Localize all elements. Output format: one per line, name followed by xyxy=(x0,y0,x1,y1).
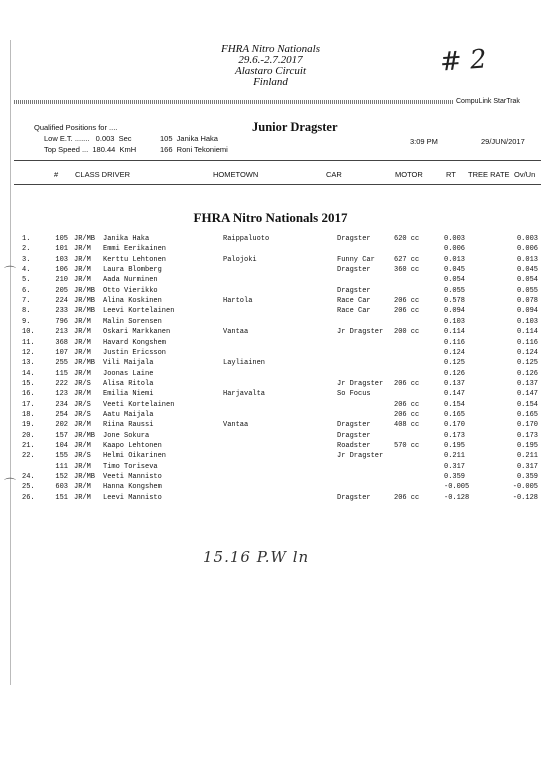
class-cell: JR/M xyxy=(74,255,91,264)
driver-cell: Jone Sokura xyxy=(103,431,150,440)
rt-cell: 0.124 xyxy=(444,348,466,357)
handwritten-sheet-number: # 2 xyxy=(439,44,488,78)
row-position: 2. xyxy=(22,245,31,254)
table-row xyxy=(0,286,541,296)
rt-cell: -0.005 xyxy=(444,483,470,492)
motor-cell: 200 cc xyxy=(394,328,420,337)
table-row xyxy=(0,348,541,358)
class-cell: JR/MB xyxy=(74,307,96,316)
rt-cell: -0.128 xyxy=(444,493,470,502)
rt-cell: 0.054 xyxy=(444,276,466,285)
car-cell: Dragster xyxy=(337,493,371,502)
motor-cell: 206 cc xyxy=(394,379,420,388)
car-number: 107 xyxy=(55,348,68,357)
header-rule-bottom xyxy=(14,184,541,185)
motor-cell: 206 cc xyxy=(394,493,420,502)
ov-un-cell: 0.114 xyxy=(516,328,538,337)
col-ov-un: Ov/Un xyxy=(514,170,536,179)
driver-cell: Helmi Oikarinen xyxy=(103,452,167,461)
driver-cell: Leevi Mannisto xyxy=(103,493,162,502)
report-title: FHRA Nitro Nationals 2017 xyxy=(193,210,348,225)
rt-cell: 0.137 xyxy=(444,379,466,388)
car-number: 368 xyxy=(55,338,68,347)
ov-un-cell: 0.147 xyxy=(516,390,538,399)
car-cell: Race Car xyxy=(337,307,371,316)
table-row xyxy=(0,410,541,420)
class-cell: JR/S xyxy=(74,452,91,461)
class-cell: JR/M xyxy=(74,493,91,502)
ov-un-cell: 0.116 xyxy=(516,338,538,347)
motor-cell: 620 cc xyxy=(394,235,420,243)
motor-cell: 570 cc xyxy=(394,442,420,450)
table-row xyxy=(0,389,541,399)
ov-un-cell: 0.054 xyxy=(516,276,538,285)
driver-cell: Hanna Kongshem xyxy=(103,483,162,492)
handwritten-signature: 15.16 P.W ln xyxy=(203,548,310,566)
rt-cell: 0.003 xyxy=(444,235,466,243)
car-number: 233 xyxy=(55,307,68,316)
report-date: 29/JUN/2017 xyxy=(481,137,525,146)
row-position: 3. xyxy=(22,255,31,264)
table-row xyxy=(0,441,541,451)
table-row xyxy=(0,296,541,306)
rt-cell: 0.006 xyxy=(444,245,466,254)
ov-un-cell: 0.055 xyxy=(516,286,538,295)
rt-cell: 0.578 xyxy=(444,297,466,306)
driver-cell: Havard Kongshem xyxy=(103,338,167,347)
row-position: 9. xyxy=(22,317,31,326)
rt-cell: 0.114 xyxy=(444,328,466,337)
ov-un-cell: 0.013 xyxy=(516,255,538,264)
row-position: 14. xyxy=(22,369,35,378)
rt-cell: 0.125 xyxy=(444,359,466,368)
driver-cell: Emmi Eerikainen xyxy=(103,245,167,254)
class-cell: JR/S xyxy=(74,410,91,419)
report-time: 3:09 PM xyxy=(410,137,438,146)
motor-cell: 206 cc xyxy=(394,410,420,419)
rt-cell: 0.055 xyxy=(444,286,466,295)
car-number: 155 xyxy=(55,452,68,461)
class-cell: JR/S xyxy=(74,400,91,409)
car-number: 796 xyxy=(55,317,68,326)
ov-un-cell: 0.126 xyxy=(516,369,538,378)
rt-cell: 0.103 xyxy=(444,317,466,326)
rt-cell: 0.094 xyxy=(444,307,466,316)
ov-un-cell: 0.124 xyxy=(516,348,538,357)
driver-cell: Timo Toriseva xyxy=(103,462,158,471)
driver-cell: Justin Ericsson xyxy=(103,348,167,357)
class-cell: JR/M xyxy=(74,276,91,285)
car-cell: Dragster xyxy=(337,431,371,440)
row-position: 16. xyxy=(22,390,35,399)
car-number: 255 xyxy=(55,359,68,368)
col-tree-rate: TREE RATE xyxy=(468,170,510,179)
hometown-cell: Hartola xyxy=(223,297,253,306)
driver-cell: Otto Vierikko xyxy=(103,286,158,295)
rt-cell: 0.154 xyxy=(444,400,466,409)
class-cell: JR/M xyxy=(74,348,91,357)
pen-mark: ⌒ xyxy=(4,477,17,491)
car-number: 157 xyxy=(55,431,68,440)
class-cell: JR/MB xyxy=(74,297,96,306)
car-cell: Jr Dragster xyxy=(337,379,384,388)
driver-cell: Aatu Maijala xyxy=(103,410,154,419)
class-cell: JR/M xyxy=(74,369,91,378)
class-cell: JR/M xyxy=(74,421,91,430)
car-number: 213 xyxy=(55,328,68,337)
table-row xyxy=(0,462,541,472)
table-row xyxy=(0,234,541,244)
ov-un-cell: 0.137 xyxy=(516,379,538,388)
col-car: CAR xyxy=(326,170,342,179)
class-cell: JR/S xyxy=(74,379,91,388)
car-number: 224 xyxy=(55,297,68,306)
row-position: 21. xyxy=(22,442,35,450)
row-position: 26. xyxy=(22,493,35,502)
low-et-holder: 105 Janika Haka xyxy=(160,134,218,143)
motor-cell: 408 cc xyxy=(394,421,420,430)
driver-cell: Janika Haka xyxy=(103,235,150,243)
motor-cell: 360 cc xyxy=(394,266,420,275)
driver-cell: Kerttu Lehtonen xyxy=(103,255,167,264)
class-cell: JR/M xyxy=(74,266,91,275)
event-venue: Alastaro Circuit xyxy=(235,65,306,77)
ov-un-cell: 0.154 xyxy=(516,400,538,409)
hometown-cell: Layliainen xyxy=(223,359,266,368)
row-position: 8. xyxy=(22,307,31,316)
car-number: 254 xyxy=(55,410,68,419)
driver-cell: Joonas Laine xyxy=(103,369,154,378)
table-row xyxy=(0,420,541,430)
car-number: 104 xyxy=(55,442,68,450)
car-cell: So Focus xyxy=(337,390,371,399)
col-number: # xyxy=(54,170,59,179)
ov-un-cell: 0.173 xyxy=(516,431,538,440)
col-class-driver: CLASS DRIVER xyxy=(75,170,131,179)
top-speed-line: Top Speed ... 180.44 KmH xyxy=(44,145,137,154)
table-row xyxy=(0,431,541,441)
driver-cell: Malin Sorensen xyxy=(103,317,162,326)
driver-cell: Emilia Niemi xyxy=(103,390,154,399)
car-number: 115 xyxy=(55,369,68,378)
table-row xyxy=(0,493,541,503)
car-number: 106 xyxy=(55,266,68,275)
rt-cell: 0.173 xyxy=(444,431,466,440)
event-country: Finland xyxy=(253,76,288,88)
table-row xyxy=(0,482,541,492)
table-row xyxy=(0,306,541,316)
car-cell: Dragster xyxy=(337,235,371,243)
ov-un-cell: 0.165 xyxy=(516,410,538,419)
driver-cell: Aada Nurminen xyxy=(103,276,158,285)
ov-un-cell: 0.006 xyxy=(516,245,538,254)
class-cell: JR/MB xyxy=(74,473,96,482)
car-cell: Dragster xyxy=(337,266,371,275)
header-rule-top xyxy=(14,160,541,161)
row-position: 13. xyxy=(22,359,35,368)
class-title: Junior Dragster xyxy=(252,120,338,134)
row-position: 7. xyxy=(22,297,31,306)
motor-cell: 206 cc xyxy=(394,307,420,316)
ov-un-cell: 0.094 xyxy=(516,307,538,316)
ov-un-cell: 0.211 xyxy=(516,452,538,461)
class-cell: JR/MB xyxy=(74,359,96,368)
class-cell: JR/M xyxy=(74,462,91,471)
ov-un-cell: -0.128 xyxy=(512,493,538,502)
ov-un-cell: 0.195 xyxy=(516,442,538,450)
ov-un-cell: 0.003 xyxy=(516,235,538,243)
table-row xyxy=(0,327,541,337)
class-cell: JR/MB xyxy=(74,431,96,440)
motor-cell: 206 cc xyxy=(394,297,420,306)
table-row xyxy=(0,265,541,275)
row-position: 22. xyxy=(22,452,35,461)
pen-mark: ⌒ xyxy=(4,265,17,279)
rt-cell: 0.195 xyxy=(444,442,466,450)
driver-cell: Alina Koskinen xyxy=(103,297,162,306)
rt-cell: 0.013 xyxy=(444,255,466,264)
table-row xyxy=(0,379,541,389)
hometown-cell: Vantaa xyxy=(223,328,249,337)
car-number: 111 xyxy=(55,462,68,471)
col-motor: MOTOR xyxy=(395,170,423,179)
driver-cell: Riina Raussi xyxy=(103,421,154,430)
rt-cell: 0.116 xyxy=(444,338,466,347)
ov-un-cell: 0.170 xyxy=(516,421,538,430)
ov-un-cell: 0.045 xyxy=(516,266,538,275)
driver-cell: Leevi Kortelainen xyxy=(103,307,175,316)
event-name: FHRA Nitro Nationals xyxy=(220,43,320,55)
car-number: 103 xyxy=(55,255,68,264)
table-row xyxy=(0,369,541,379)
table-row xyxy=(0,244,541,254)
car-number: 105 xyxy=(55,235,68,243)
table-row xyxy=(0,317,541,327)
event-dates: 29.6.-2.7.2017 xyxy=(238,54,303,66)
ov-un-cell: 0.317 xyxy=(516,462,538,471)
rt-cell: 0.359 xyxy=(444,473,466,482)
row-position: 12. xyxy=(22,348,35,357)
car-number: 151 xyxy=(55,493,68,502)
driver-cell: Veeti Mannisto xyxy=(103,473,162,482)
row-position: 5. xyxy=(22,276,31,285)
low-et-line: Low E.T. ....... 0.003 Sec xyxy=(44,134,132,143)
class-cell: JR/M xyxy=(74,328,91,337)
table-row xyxy=(0,451,541,461)
hometown-cell: Vantaa xyxy=(223,421,249,430)
driver-cell: Kaapo Lehtonen xyxy=(103,442,162,450)
row-position: 10. xyxy=(22,328,35,337)
car-number: 101 xyxy=(55,245,68,254)
rt-cell: 0.211 xyxy=(444,452,466,461)
motor-cell: 206 cc xyxy=(394,400,420,409)
ov-un-cell: 0.078 xyxy=(516,297,538,306)
car-number: 603 xyxy=(55,483,68,492)
row-position: 20. xyxy=(22,431,35,440)
car-cell: Funny Car xyxy=(337,255,375,264)
car-number: 205 xyxy=(55,286,68,295)
car-number: 123 xyxy=(55,390,68,399)
ov-un-cell: 0.103 xyxy=(516,317,538,326)
row-position: 19. xyxy=(22,421,35,430)
qualified-label: Qualified Positions for .... xyxy=(34,123,118,132)
row-position: 24. xyxy=(22,473,35,482)
row-position: 25. xyxy=(22,483,35,492)
car-number: 234 xyxy=(55,400,68,409)
row-position: 4. xyxy=(22,266,31,275)
row-position: 6. xyxy=(22,286,31,295)
driver-cell: Vili Maijala xyxy=(103,359,154,368)
car-number: 202 xyxy=(55,421,68,430)
driver-cell: Veeti Kortelainen xyxy=(103,400,175,409)
top-speed-holder: 166 Roni Tekoniemi xyxy=(160,145,228,154)
class-cell: JR/M xyxy=(74,245,91,254)
row-position: 18. xyxy=(22,410,35,419)
rt-cell: 0.317 xyxy=(444,462,466,471)
class-cell: JR/M xyxy=(74,317,91,326)
hometown-cell: Harjavalta xyxy=(223,390,266,399)
col-rt: RT xyxy=(446,170,456,179)
table-row xyxy=(0,472,541,482)
driver-cell: Alisa Ritola xyxy=(103,379,154,388)
car-cell: Dragster xyxy=(337,421,371,430)
rt-cell: 0.045 xyxy=(444,266,466,275)
hometown-cell: Palojoki xyxy=(223,255,257,264)
class-cell: JR/M xyxy=(74,390,91,399)
class-cell: JR/M xyxy=(74,483,91,492)
row-position: 11. xyxy=(22,338,35,347)
car-number: 222 xyxy=(55,379,68,388)
rt-cell: 0.147 xyxy=(444,390,466,399)
driver-cell: Laura Blomberg xyxy=(103,266,162,275)
row-position: 1. xyxy=(22,235,31,243)
car-number: 210 xyxy=(55,276,68,285)
timing-system-label: CompuLink StarTrak xyxy=(456,98,520,105)
car-cell: Dragster xyxy=(337,286,371,295)
row-position: 17. xyxy=(22,400,35,409)
car-number: 152 xyxy=(55,473,68,482)
car-cell: Jr Dragster xyxy=(337,328,384,337)
ov-un-cell: 0.125 xyxy=(516,359,538,368)
motor-cell: 627 cc xyxy=(394,255,420,264)
table-row xyxy=(0,275,541,285)
car-cell: Roadster xyxy=(337,442,371,450)
rt-cell: 0.165 xyxy=(444,410,466,419)
class-cell: JR/MB xyxy=(74,235,96,243)
class-cell: JR/M xyxy=(74,442,91,450)
table-row xyxy=(0,255,541,265)
table-row xyxy=(0,358,541,368)
col-hometown: HOMETOWN xyxy=(213,170,259,179)
dotted-separator xyxy=(14,100,454,104)
ov-un-cell: 0.359 xyxy=(516,473,538,482)
ov-un-cell: -0.005 xyxy=(512,483,538,492)
hometown-cell: Raippaluoto xyxy=(223,235,270,243)
car-cell: Race Car xyxy=(337,297,371,306)
table-row xyxy=(0,338,541,348)
driver-cell: Oskari Markkanen xyxy=(103,328,171,337)
class-cell: JR/M xyxy=(74,338,91,347)
rt-cell: 0.126 xyxy=(444,369,466,378)
row-position: 15. xyxy=(22,379,35,388)
table-row xyxy=(0,400,541,410)
rt-cell: 0.170 xyxy=(444,421,466,430)
car-cell: Jr Dragster xyxy=(337,452,384,461)
class-cell: JR/MB xyxy=(74,286,96,295)
